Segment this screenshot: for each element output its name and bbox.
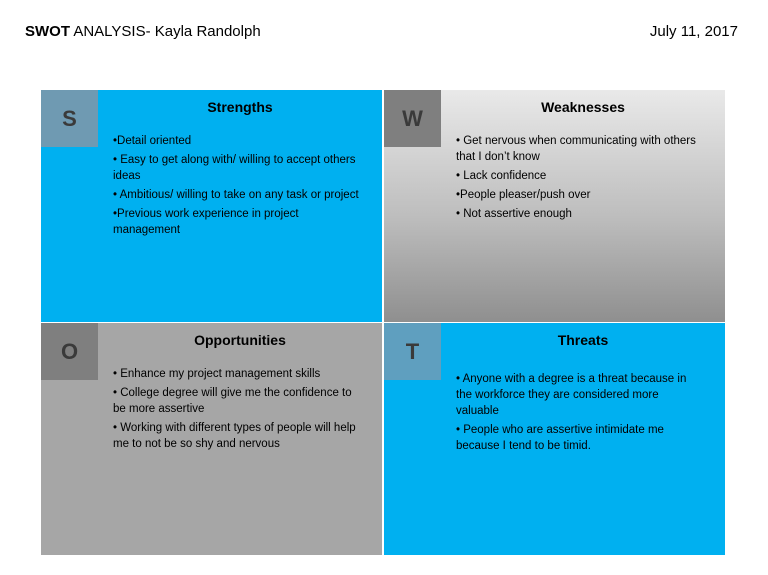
threats-title: Threats [557,332,609,348]
strengths-list [113,133,360,241]
list-item: • Enhance my project management skills [113,368,321,380]
threats-quadrant [384,323,725,555]
weaknesses-letter: W [384,90,441,147]
list-item: •Detail oriented [113,135,192,147]
threats-letter: T [384,323,441,380]
opportunities-letter: O [41,323,98,380]
strengths-quadrant [41,90,382,322]
list-item: • Working with different types of people will help me to not be so shy and nervous [113,422,356,450]
list-item: •People pleaser/push over [456,189,591,201]
opportunities-quadrant [41,323,382,555]
strengths-title: Strengths [207,99,273,115]
opportunities-list [113,366,360,455]
weaknesses-title: Weaknesses [541,99,625,115]
swot-grid [41,90,725,555]
list-item: • Get nervous when communicating with others that I don’t know [456,135,696,163]
list-item: • Lack confidence [456,170,547,182]
title-bold: SWOT [25,23,70,40]
list-item: •Previous work experience in project management [113,208,299,236]
page-title [25,23,261,40]
list-item: • Ambitious/ willing to take on any task or project [113,189,359,201]
list-item: • College degree will give me the confidence to be more assertive [113,387,352,415]
list-item: • Anyone with a degree is a threat because in the workforce they are considered more valuable [456,373,687,417]
strengths-letter: S [41,90,98,147]
title-rest: ANALYSIS- Kayla Randolph [70,23,261,40]
weaknesses-quadrant [384,90,725,322]
weaknesses-list [456,133,703,225]
list-item: • Not assertive enough [456,208,572,220]
page-date: July 11, 2017 [649,23,738,40]
list-item: • Easy to get along with/ willing to accept others ideas [113,154,356,182]
list-item: • People who are assertive intimidate me because I tend to be timid. [456,424,664,452]
opportunities-title: Opportunities [194,332,286,348]
threats-list [456,371,703,457]
